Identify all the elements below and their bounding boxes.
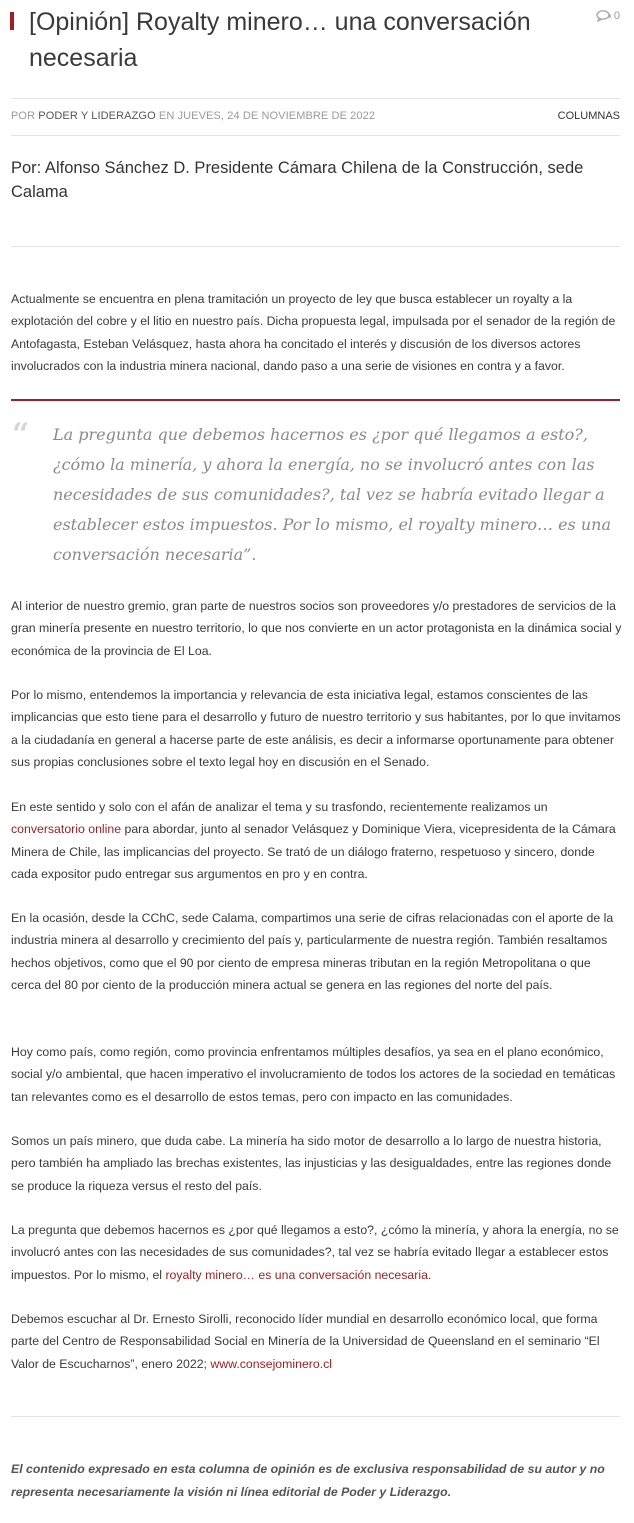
category-link[interactable]: COLUMNAS — [557, 110, 620, 122]
paragraph-7-text-a: La pregunta que debemos hacernos es ¿por qué llegamos a esto?, ¿cómo la minería, y ahora la energía, no se involucró antes con las necesidades de sus comunidades?, tal vez se habría evitado llegar a establecer estos impuestos. Por lo mismo, el — [11, 1223, 619, 1282]
paragraph-7 — [11, 1219, 623, 1286]
title-accent-bar — [10, 12, 14, 30]
paragraph-2: Por lo mismo, entendemos la importancia y relevancia de esta iniciativa legal, estamos conscientes de las implicancias que esto tiene para el desarrollo y futuro de nuestro territorio y sus habitantes, por lo que invitamos a la ciudadanía en general a hacerse parte de este análisis, es decir a informarse oportunamente para obtener sus propias conclusiones sobre el texto legal hoy en discusión en el Senado. — [11, 688, 621, 769]
author-link[interactable]: PODER Y LIDERAZGO — [38, 110, 156, 122]
paragraph-1: Al interior de nuestro gremio, gran parte de nuestros socios son proveedores y/o prestadores de servicios de la gran minería presente en nuestro territorio, lo que nos convierte en un actor protagonista en la dinámica social y económica de la provincia de El Loa. — [11, 599, 622, 658]
article-header — [0, 0, 634, 90]
disclaimer: El contenido expresado en esta columna de opinión es de exclusiva responsabilidad de su autor y no representa necesariamente la visión ni línea editorial de Poder y Liderazgo. — [11, 1462, 605, 1499]
royalty-article-link[interactable]: royalty minero… es una conversación necesaria — [165, 1267, 428, 1282]
article-meta — [11, 98, 620, 136]
pull-quote: La pregunta que debemos hacernos es ¿por qué llegamos a esto?, ¿cómo la minería, y ahora la energía, no se involucró antes con las necesidades de sus comunidades?, tal vez se habría evitado llegar a establecer estos impuestos. Por lo mismo, el royalty minero… es una conversación necesaria”. — [53, 425, 611, 564]
comment-bubble-icon — [596, 10, 612, 22]
meta-date: EN JUEVES, 24 DE NOVIEMBRE DE 2022 — [158, 110, 376, 122]
conversatorio-link[interactable]: conversatorio online — [11, 822, 122, 837]
quote-mark-icon: “ — [12, 417, 30, 452]
paragraph-8-text: Debemos escuchar al Dr. Ernesto Sirolli, reconocido líder mundial en desarrollo económico local, que forma parte del Centro de Responsabilidad Social en Minería de la Universidad de Queensland en el seminario “El Valor de Escucharnos”, enero 2022; — [11, 1312, 600, 1371]
intro-paragraph: Actualmente se encuentra en plena tramitación un proyecto de ley que busca establecer un royalty a la explotación del cobre y el litio en nuestro país. Dicha propuesta legal, impulsada por el senador de la región de Antofagasta, Esteban Velásquez, hasta ahora ha concitado el interés y discusión de los diversos actores involucrados con la industria minera nacional, dando paso a una serie de visiones en contra y a favor. — [11, 292, 616, 373]
consejominero-link[interactable]: www.consejominero.cl — [210, 1356, 333, 1371]
paragraph-7-text-b: . — [427, 1267, 432, 1282]
paragraph-8 — [11, 1308, 623, 1375]
quote-top-rule — [11, 399, 620, 401]
meta-por-label: POR — [11, 110, 36, 122]
paragraph-3-text-b: para abordar, junto al senador Velásquez y Dominique Viera, vicepresidenta de la Cámara Minera de Chile, las implicancias del proyecto. Se trató de un diálogo fraterno, respetuoso y sincero, donde cada expositor pudo entregar sus argumentos en pro y en contra. — [11, 822, 616, 881]
paragraph-6: Somos un país minero, que duda cabe. La minería ha sido motor de desarrollo a lo largo de nuestra historia, pero también ha ampliado las brechas existentes, las injusticias y las desigualdades, entre las regiones donde se produce la riqueza versus el resto del país. — [11, 1134, 612, 1193]
paragraph-3 — [11, 796, 623, 885]
article-byline: Por: Alfonso Sánchez D. Presidente Cámara Chilena de la Construcción, sede Calama — [11, 159, 584, 201]
paragraph-3-text-a: En este sentido y solo con el afán de analizar el tema y su trasfondo, recientemente realizamos un — [11, 800, 548, 814]
paragraph-5: Hoy como país, como región, como provincia enfrentamos múltiples desafíos, ya sea en el plano económico, social y/o ambiental, que hacen imperativo el involucramiento de todos los actores de la sociedad en temáticas tan relevantes como es el desarrollo de estos temas, pero con impacto en las comunidades. — [11, 1045, 616, 1104]
paragraph-4: En la ocasión, desde la CChC, sede Calama, compartimos una serie de cifras relacionadas con el aporte de la industria minera al desarrollo y crecimiento del país y, particularmente de nuestra región. También resaltamos hechos objetivos, como que el 90 por ciento de empresa mineras tributan en la región Metropolitana o que cerca del 80 por ciento de la producción minera actual se genera en las regiones del norte del país. — [11, 911, 614, 992]
comments-link[interactable] — [596, 10, 620, 22]
page-title: [Opinión] Royalty minero… una conversación necesaria — [29, 8, 531, 72]
comments-count: 0 — [613, 10, 620, 22]
meta-left — [11, 110, 375, 122]
divider — [11, 1416, 620, 1417]
divider — [11, 246, 620, 247]
